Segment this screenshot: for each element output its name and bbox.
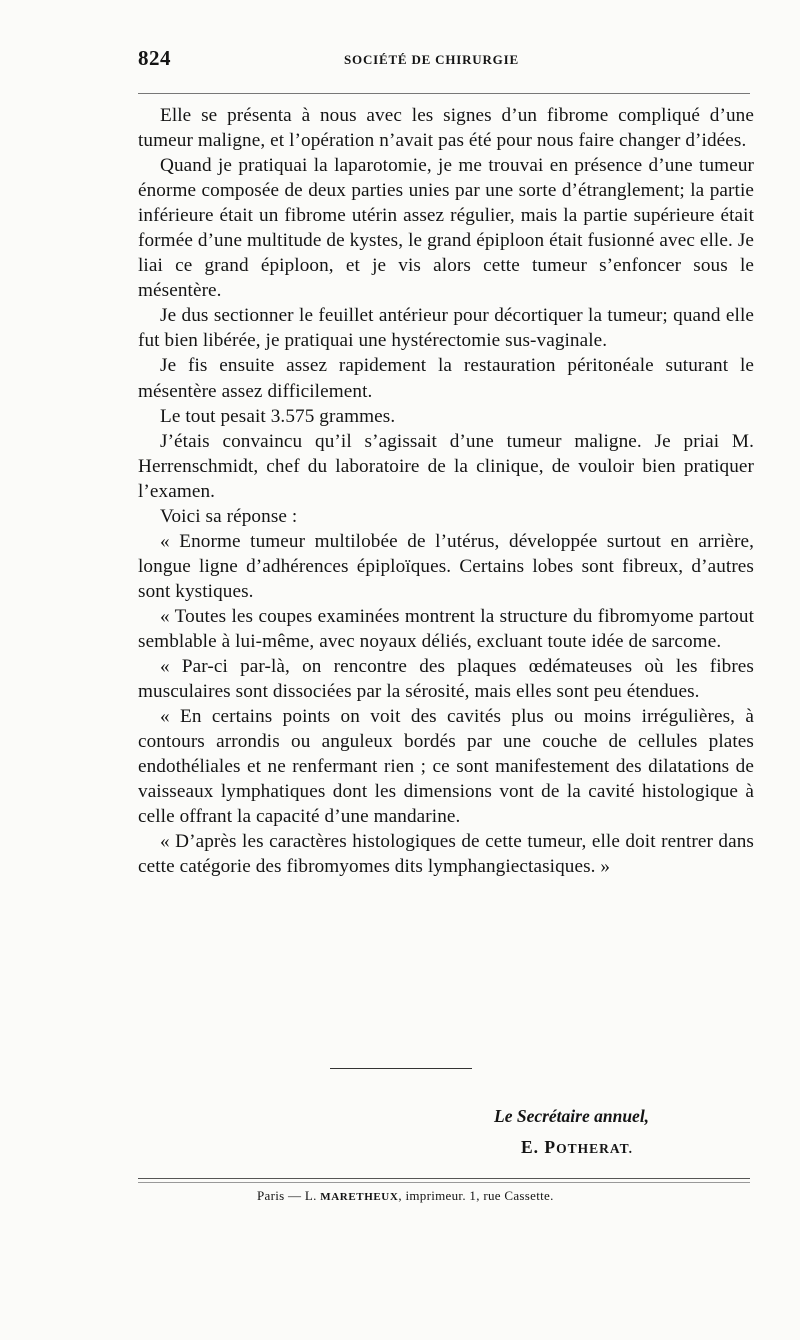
section-end-rule <box>330 1068 472 1069</box>
header-rule <box>138 93 750 94</box>
running-title: SOCIÉTÉ DE CHIRURGIE <box>344 52 519 67</box>
paragraph: « Par-ci par-là, on rencontre des plaques œdémateuses où les fibres musculaires sont dissociées par la sérosité, mais elles sont peu étendues. <box>138 656 754 703</box>
printer-prefix: Paris — L. <box>257 1188 321 1203</box>
printer-suffix: , imprimeur. 1, rue Cassette. <box>398 1188 554 1203</box>
body-text <box>138 103 754 879</box>
paragraph: « En certains points on voit des cavités plus ou moins irrégulières, à contours arrondis ou anguleux bordés par une couche de cellules plates endothéliales et ne renfermant rien ; ce sont manifestement des dilatations de vaisseaux lymphatiques dont les dimensions vont de la cavité histologique à celle offrant la capacité d’une mandarine. <box>138 706 754 828</box>
printer-name: MARETHEUX <box>320 1191 399 1203</box>
printer-imprint <box>257 1188 554 1204</box>
paragraph: « Enorme tumeur multilobée de l’utérus, développée surtout en arrière, longue ligne d’adhérences épiploïques. Certains lobes sont fibreux, d’autres sont kystiques. <box>138 530 754 602</box>
paragraph: Voici sa réponse : <box>160 505 298 527</box>
paragraph: Je fis ensuite assez rapidement la restauration péritonéale suturant le mésentère assez difficilement. <box>138 355 754 402</box>
paragraph: Je dus sectionner le feuillet antérieur pour décortiquer la tumeur; quand elle fut bien libérée, je pratiquai une hystérectomie sus-vaginale. <box>138 305 754 352</box>
paragraph: J’étais convaincu qu’il s’agissait d’une tumeur maligne. Je priai M. Herrenschmidt, chef du laboratoire de la clinique, de vouloir bien pratiquer l’examen. <box>138 430 754 502</box>
signature-name-rest: OTHERAT. <box>556 1141 634 1156</box>
footer-rule <box>138 1178 750 1179</box>
paragraph: Elle se présenta à nous avec les signes d’un fibrome compliqué d’une tumeur maligne, et l’opération n’avait pas été pour nous faire changer d’idées. <box>138 105 754 152</box>
page-header <box>138 46 750 76</box>
page-number: 824 <box>138 46 171 70</box>
signature-name <box>521 1137 633 1158</box>
paragraph: Quand je pratiquai la laparotomie, je me trouvai en présence d’une tumeur énorme composée de deux parties unies par une sorte d’étranglement; la partie inférieure était un fibrome utérin assez régulier, mais la partie supérieure était formée d’une multitude de kystes, le grand épiploon était fusionné avec elle. Je liai ce grand épiploon, et je vis alors cette tumeur s’enfoncer sous le mésentère. <box>138 155 754 302</box>
signature-name-initial: E. P <box>521 1137 557 1157</box>
paragraph: « Toutes les coupes examinées montrent la structure du fibromyome partout semblable à lui-même, avec noyaux déliés, excluant toute idée de sarcome. <box>138 605 754 652</box>
paragraph: Le tout pesait 3.575 grammes. <box>160 405 396 427</box>
paragraph: « D’après les caractères histologiques de cette tumeur, elle doit rentrer dans cette catégorie des fibromyomes dits lymphangiectasiques. » <box>138 831 754 878</box>
footer-rule-secondary <box>138 1182 750 1183</box>
signature-title: Le Secrétaire annuel, <box>494 1106 650 1126</box>
